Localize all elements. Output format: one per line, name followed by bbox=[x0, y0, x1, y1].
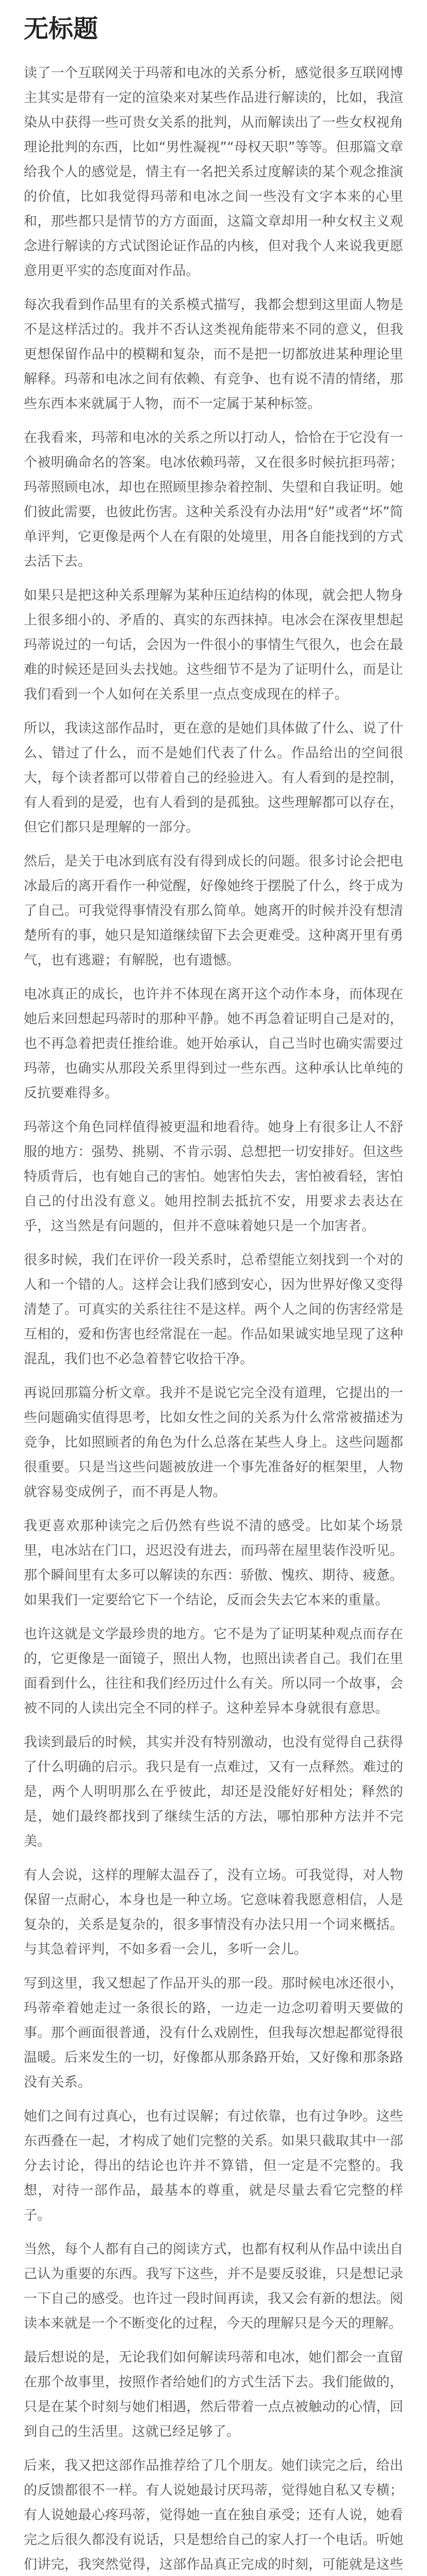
paragraph: 每次我看到作品里有的关系模式描写，我都会想到这里面人物是不是这样活过的。我并不否认这类视角能带来不同的意义，但我更想保留作品中的模糊和复杂，而不是把一切都放进某种理论里解释。玛蒂和电冰之间有依赖、有竞争、也有说不清的情绪，那些东西本来就属于人物，而不一定属于某种标签。 bbox=[24, 297, 403, 412]
paragraph: 我读到最后的时候，其实并没有特别激动，也没有觉得自己获得了什么明确的启示。我只是有一点难过，又有一点释然。难过的是，两个人明明那么在乎彼此，却还是没能好好相处；释然的是，她们最终都找到了继续生活的方法，哪怕那种方法并不完美。 bbox=[24, 1735, 403, 1849]
paragraph: 当然，每个人都有自己的阅读方式，也都有权利从作品中读出自己认为重要的东西。我写下这些，并不是要反驳谁，只是想记录一下自己的感受。也许过一段时间再读，我又会有新的想法。阅读本来就是一个不断变化的过程，今天的理解只是今天的理解。 bbox=[24, 2242, 403, 2331]
paragraph: 在我看来，玛蒂和电冰的关系之所以打动人，恰恰在于它没有一个被明确命名的答案。电冰依赖玛蒂，又在很多时候抗拒玛蒂；玛蒂照顾电冰，却也在照顾里掺杂着控制、失望和自我证明。她们彼此需要，也彼此伤害。这种关系没有办法用“好”或者“坏”简单评判，它更像是两个人在有限的处境里，用各自能找到的方式去活下去。 bbox=[24, 430, 403, 569]
paragraph: 再说回那篇分析文章。我并不是说它完全没有道理，它提出的一些问题确实值得思考，比如女性之间的关系为什么常常被描述为竞争，比如照顾者的角色为什么总落在某些人身上。这些问题都很重要。只是当这些问题被放进一个事先准备好的框架里，人物就容易变成例子，而不再是人物。 bbox=[24, 1385, 403, 1500]
paragraph: 读了一个互联网关于玛蒂和电冰的关系分析，感觉很多互联网博主其实是带有一定的渲染来对某些作品进行解读的，比如，我渲染从中获得一些可贵女关系的批判，从而解读出了一些女权视角理论批判的东西，比如“男性凝视”“母权天职”等等。但那篇文章给我个人的感觉是，情主有一名把关系过度解读的某个观念推演的价值，比如我觉得玛蒂和电冰之间一些没有文字本来的心里和，那些都只是情节的方方面面，这篇文章却用一种女权主义观念进行解读的方式试图论证作品的内核，但对我个人来说我更愿意用更平实的态度面对作品。 bbox=[24, 65, 403, 279]
paragraph: 有人会说，这样的理解太温吞了，没有立场。可我觉得，对人物保留一点耐心，本身也是一种立场。它意味着我愿意相信，人是复杂的，关系是复杂的，很多事情没有办法只用一个词来概括。与其急着评判，不如多看一会儿，多听一会儿。 bbox=[24, 1868, 403, 1957]
paragraph: 后来，我又把这部作品推荐给了几个朋友。她们读完之后，给出的反馈都很不一样。有人说她最讨厌玛蒂，觉得她自私又专横；有人说她最心疼玛蒂，觉得她一直在独自承受；还有人说，她看完之后很久都没有说话，只是想给自己的家人打一个电话。听她们讲完，我突然觉得，这部作品真正完成的时刻，可能就是这些 bbox=[24, 2458, 403, 2572]
paragraph: 玛蒂这个角色同样值得被更温和地看待。她身上有很多让人不舒服的地方：强势、挑剔、不肯示弱、总想把一切安排好。但这些特质背后，也有她自己的害怕。她害怕失去，害怕被看轻，害怕自己的付出没有意义。她用控制去抵抗不安，用要求去表达在乎，这当然是有问题的，但并不意味着她只是一个加害者。 bbox=[24, 1120, 403, 1234]
paragraph: 也许这就是文学最珍贵的地方。它不是为了证明某种观点而存在的，它更像是一面镜子，照出人物，也照出读者自己。我们在里面看到什么，往往和我们经历过什么有关。所以同一个故事，会被不同的人读出完全不同的样子。这种差异本身就很有意思。 bbox=[24, 1626, 403, 1716]
paragraph: 然后，是关于电冰到底有没有得到成长的问题。很多讨论会把电冰最后的离开看作一种觉醒，好像她终于摆脱了什么，终于成为了自己。可我觉得事情没有那么简单。她离开的时候并没有想清楚所有的事，她只是知道继续留下去会更难受。这种离开里有勇气，也有逃避；有解脱，也有遗憾。 bbox=[24, 854, 403, 968]
article-body bbox=[24, 61, 403, 2576]
paragraph: 最后想说的是，无论我们如何解读玛蒂和电冰，她们都会一直留在那个故事里，按照作者给她们的方式生活下去。我们能做的，只是在某个时刻与她们相遇，然后带着一点点被触动的心情，回到自己的生活里。这就已经足够了。 bbox=[24, 2350, 403, 2439]
paragraph: 如果只是把这种关系理解为某种压迫结构的体现，就会把人物身上很多细小的、矛盾的、真实的东西抹掉。电冰会在深夜里想起玛蒂说过的一句话，会因为一件很小的事情生气很久，也会在最难的时候还是回头去找她。这些细节不是为了证明什么，而是让我们看到一个人如何在关系里一点点变成现在的样子。 bbox=[24, 588, 403, 702]
paragraph: 电冰真正的成长，也许并不体现在离开这个动作本身，而体现在她后来回想起玛蒂时的那种平静。她不再急着证明自己是对的，也不再急着把责任推给谁。她开始承认，自己当时也确实需要过玛蒂，也确实从那段关系里得到过一些东西。这种承认比单纯的反抗要难得多。 bbox=[24, 987, 403, 1101]
page-title: 无标题 bbox=[24, 14, 98, 43]
paragraph: 很多时候，我们在评价一段关系时，总希望能立刻找到一个对的人和一个错的人。这样会让我们感到安心，因为世界好像又变得清楚了。可真实的关系往往不是这样。两个人之间的伤害经常是互相的，爱和伤害也经常混在一起。作品如果诚实地呈现了这种混乱，我们也不必急着替它收拾干净。 bbox=[24, 1252, 403, 1367]
paragraph: 写到这里，我又想起了作品开头的那一段。那时候电冰还很小，玛蒂牵着她走过一条很长的路，一边走一边念叨着明天要做的事。那个画面很普通，没有什么戏剧性，但我每次想起都觉得很温暖。后来发生的一切，好像都从那条路开始，又好像和那条路没有关系。 bbox=[24, 1976, 403, 2090]
paragraph: 她们之间有过真心，也有过误解；有过依靠，也有过争吵。这些东西叠在一起，才构成了她们完整的关系。如果只截取其中一部分去讨论，得出的结论也许并不算错，但一定是不完整的。我想，对待一部作品，最基本的尊重，就是尽量去看它完整的样子。 bbox=[24, 2109, 403, 2223]
paragraph: 我更喜欢那种读完之后仍然有些说不清的感受。比如某个场景里，电冰站在门口，迟迟没有进去，而玛蒂在屋里装作没听见。那个瞬间里有太多可以解读的东西：骄傲、愧疚、期待、疲惫。如果我们一定要给它下一个结论，反而会失去它本来的重量。 bbox=[24, 1518, 403, 1608]
paragraph: 所以，我读这部作品时，更在意的是她们具体做了什么、说了什么、错过了什么，而不是她们代表了什么。作品给出的空间很大，每个读者都可以带着自己的经验进入。有人看到的是控制，有人看到的是爱，也有人看到的是孤独。这些理解都可以存在，但它们都只是理解的一部分。 bbox=[24, 721, 403, 835]
